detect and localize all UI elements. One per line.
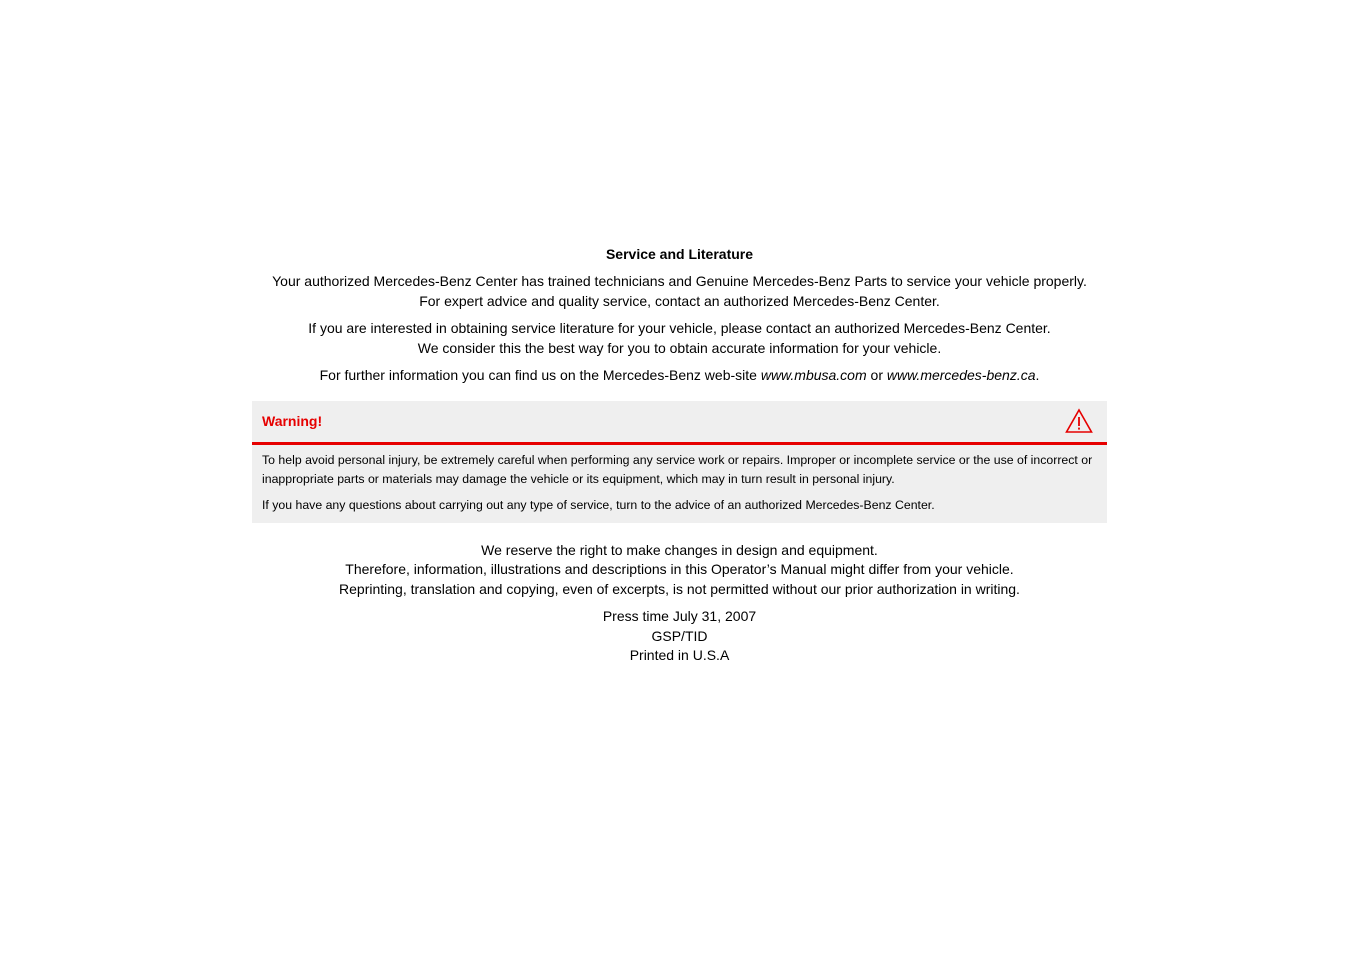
- paragraph2-line1: If you are interested in obtaining service literature for your vehicle, please contact an authorized Mercedes-Benz Center.: [308, 320, 1051, 336]
- warning-triangle-icon: [1065, 408, 1093, 434]
- paragraph-service-literature: [252, 319, 1107, 358]
- press-info: [252, 607, 1107, 666]
- notice-line2: Therefore, information, illustrations and descriptions in this Operator’s Manual might differ from your vehicle.: [345, 561, 1014, 577]
- document-page: [252, 244, 1107, 674]
- paragraph-service-centers: [252, 272, 1107, 311]
- notice-line3: Reprinting, translation and copying, even of excerpts, is not permitted without our prior authorization in writing.: [339, 580, 1020, 597]
- website-middle: or: [866, 367, 887, 383]
- press-code: GSP/TID: [651, 627, 708, 644]
- website-suffix: .: [1035, 367, 1040, 383]
- warning-text-advice: If you have any questions about carrying out any type of service, turn to the advice of an authorized Mercedes-Benz Center.: [262, 497, 935, 512]
- paragraph1-line1: Your authorized Mercedes-Benz Center has trained technicians and Genuine Mercedes-Benz Parts to service your vehicle properly.: [272, 273, 1087, 289]
- link-mbusa[interactable]: www.mbusa.com: [760, 367, 867, 383]
- warning-header: [252, 401, 1107, 445]
- paragraph-website: [252, 366, 1107, 386]
- paragraph2-line2: We consider this the best way for you to obtain accurate information for your vehicle.: [417, 339, 942, 356]
- website-prefix: For further information you can find us on the Mercedes-Benz web-site: [319, 367, 761, 383]
- printed-in: Printed in U.S.A: [629, 647, 730, 663]
- warning-box: [252, 401, 1107, 523]
- warning-text-injury: To help avoid personal injury, be extremely careful when performing any service work or repairs. Improper or incomplete service or the use of incorrect or inappropriate parts or materials may damage the vehicle or its equipment, which may in turn result in personal injury.: [262, 452, 1093, 486]
- warning-body: [252, 445, 1107, 523]
- notice-paragraph: [252, 541, 1107, 600]
- paragraph1-line2: For expert advice and quality service, contact an authorized Mercedes-Benz Center.: [419, 292, 940, 309]
- warning-title: Warning!: [262, 413, 323, 429]
- link-mercedes-benz-ca[interactable]: www.mercedes-benz.ca: [886, 367, 1036, 383]
- page-title: Service and Literature: [605, 246, 754, 262]
- notice-line1: We reserve the right to make changes in design and equipment.: [481, 541, 878, 558]
- press-time: Press time July 31, 2007: [602, 608, 757, 624]
